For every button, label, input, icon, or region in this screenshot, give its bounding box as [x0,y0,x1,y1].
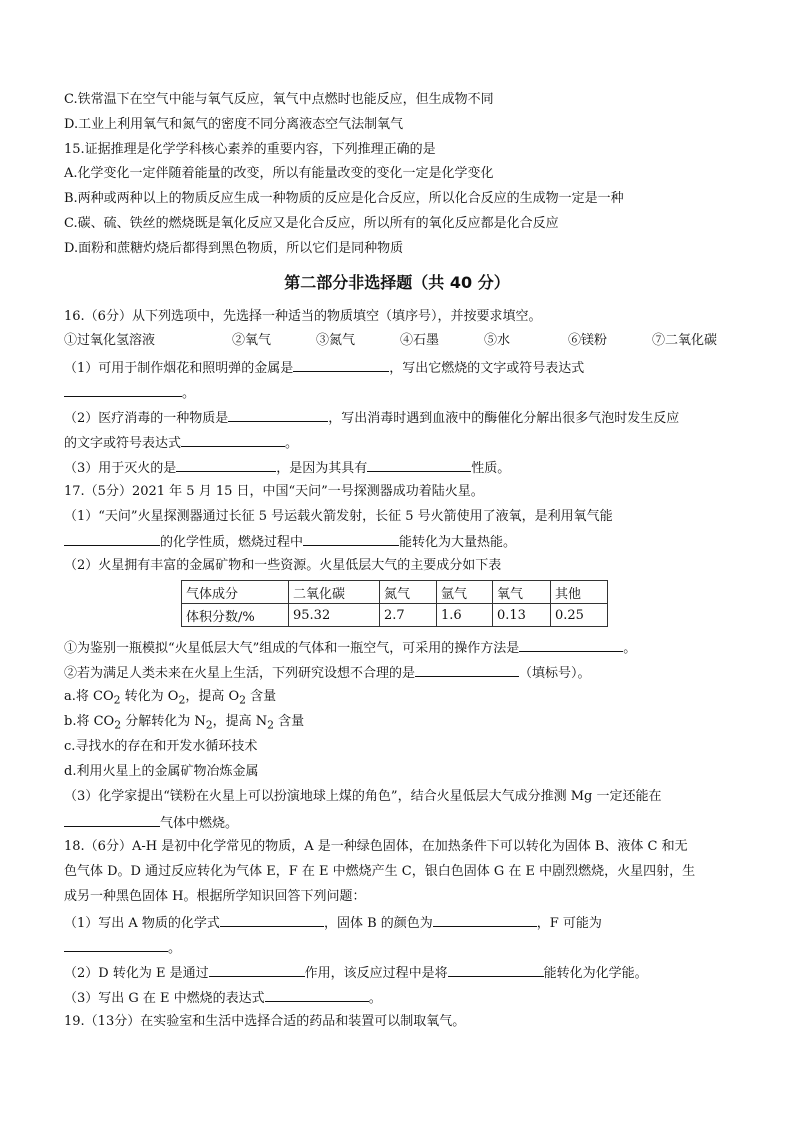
q16-option: ⑦二氧化碳 [652,333,718,348]
q16-part2 [64,407,679,429]
subscript: 2 [178,693,186,707]
text: 含量 [246,689,277,704]
text: 能转化为化学能。 [543,966,648,981]
q16-option: ①过氧化氢溶液 [64,333,156,348]
answer-blank[interactable] [64,937,168,952]
q14-option-d: D.工业上利用氧气和氮气的密度不同分离液态空气法制氧气 [64,117,404,132]
q16-option: ⑤水 [484,333,511,348]
table-cell: 95.32 [289,604,380,627]
q17-part1: （1）“天问”火星探测器通过长征 5 号运载火箭发射，长征 5 号火箭使用了液氧，是利用氧气能 [64,509,613,524]
q17-stem: 17.（5分）2021 年 5 月 15 日，中国“天问”一号探测器成功着陆火星。 [64,484,484,499]
q15-stem: 15.证据推理是化学学科核心素养的重要内容，下列推理正确的是 [64,142,436,157]
q18-part3 [64,987,382,1009]
q17-choice-b [64,712,304,736]
text: 的化学性质，燃烧过程中 [160,535,304,550]
answer-blank[interactable] [64,382,182,397]
answer-blank[interactable] [209,962,305,977]
q16-option: ②氧气 [232,333,272,348]
text: 转化为 O [120,689,179,704]
text: ，写出它燃烧的文字或符号表达式 [389,361,585,376]
table-cell: 其他 [551,581,608,604]
text: 。 [168,941,182,956]
text: ，写出消毒时遇到血液中的酶催化分解出很多气泡时发生反应 [328,411,680,426]
table-cell: 体积分数/% [182,604,289,627]
table-cell: 氮气 [380,581,437,604]
text: （2）医疗消毒的一种物质是 [64,411,229,426]
text: （3）用于灭火的是 [64,461,177,476]
subscript: 2 [267,718,275,732]
q16-part1 [64,357,584,379]
q14-option-c: C.铁常温下在空气中能与氧气反应，氧气中点燃时也能反应，但生成物不同 [64,92,494,107]
text: （1）可用于制作烟花和照明弹的金属是 [64,361,294,376]
answer-blank[interactable] [220,912,324,927]
answer-blank[interactable] [181,432,285,447]
subscript: 2 [114,718,122,732]
text: 。 [368,991,382,1006]
answer-blank[interactable] [367,457,471,472]
text: ，提高 O [185,689,240,704]
text: 分解转化为 N [121,714,206,729]
answer-blank[interactable] [64,812,160,827]
q16-part2-cont [64,432,298,454]
answer-blank[interactable] [303,531,399,546]
text: ，提高 N [212,714,268,729]
text: （2）D 转化为 E 是通过 [64,966,209,981]
text: （填标号）。 [519,666,591,681]
text: 。 [623,641,637,656]
q17-part3: （3）化学家提出“镁粉在火星上可以扮演地球上煤的角色”，结合火星低层大气成分推测 Mg 一定还能在 [64,789,662,804]
text: 性质。 [471,461,511,476]
table-header-row [182,581,608,604]
table-cell: 0.25 [551,604,608,627]
table-cell: 0.13 [493,604,551,627]
q15-option-b: B.两种或两种以上的物质反应生成一种物质的反应是化合反应，所以化合反应的生成物一定是一种 [64,191,624,206]
table-cell: 氧气 [493,581,551,604]
answer-blank[interactable] [415,662,519,677]
answer-blank[interactable] [176,457,276,472]
text: ，F 可能为 [536,916,602,931]
q15-option-c: C.碳、硫、铁丝的燃烧既是氧化反应又是化合反应，所以所有的氧化反应都是化合反应 [64,216,559,231]
text: ①为鉴别一瓶模拟“火星低层大气”组成的气体和一瓶空气，可采用的操作方法是 [64,641,520,656]
q16-stem: 16.（6分）从下列选项中，先选择一种适当的物质填空（填序号），并按要求填空。 [64,309,542,324]
answer-blank[interactable] [293,357,389,372]
answer-blank[interactable] [519,637,623,652]
text: ，是因为其具有 [276,461,368,476]
q18-part1 [64,912,602,934]
text: （1）写出 A 物质的化学式 [64,916,220,931]
mars-atmosphere-table [181,580,608,627]
text: 气体中燃烧。 [160,816,239,831]
section-title: 第二部分非选择题（共 40 分） [284,273,510,292]
table-row [182,604,608,627]
q15-option-a: A.化学变化一定伴随着能量的改变，所以有能量改变的变化一定是化学变化 [64,166,494,181]
q17-part1-cont [64,531,516,553]
table-cell: 二氧化碳 [289,581,380,604]
table-cell: 2.7 [380,604,437,627]
text: 作用，该反应过程中是将 [304,966,448,981]
text: 能转化为大量热能。 [399,535,517,550]
text: （3）写出 G 在 E 中燃烧的表达式 [64,991,265,1006]
subscript: 2 [205,718,213,732]
q17-part3-cont [64,812,238,834]
q15-option-d: D.面粉和蔗糖灼烧后都得到黑色物质，所以它们是同种物质 [64,241,404,256]
table-cell: 气体成分 [182,581,289,604]
text: a.将 CO [64,689,114,704]
text: ，固体 B 的颜色为 [323,916,433,931]
q16-option: ③氮气 [316,333,356,348]
q19-stem: 19.（13分）在实验室和生活中选择合适的药品和装置可以制取氧气。 [64,1014,466,1029]
answer-blank[interactable] [64,531,160,546]
answer-blank[interactable] [265,987,369,1002]
text: 的文字或符号表达式 [64,436,182,451]
answer-blank[interactable] [448,962,544,977]
text: 。 [182,386,196,401]
q18-part1-cont [64,937,181,959]
q18-stem-3: 成另一种黑色固体 H。根据所学知识回答下列问题： [64,889,366,904]
table-cell: 氩气 [437,581,493,604]
q17-sub2 [64,662,591,684]
text: ②若为满足人类未来在火星上生活，下列研究设想不合理的是 [64,666,416,681]
q17-sub1 [64,637,636,659]
q17-part2: （2）火星拥有丰富的金属矿物和一些资源。火星低层大气的主要成分如下表 [64,558,502,573]
answer-blank[interactable] [433,912,537,927]
subscript: 2 [239,693,247,707]
subscript: 2 [113,693,121,707]
q18-part2 [64,962,648,984]
q16-part3 [64,457,510,479]
q16-option: ⑥镁粉 [568,333,608,348]
q17-choice-d: d.利用火星上的金属矿物冶炼金属 [64,764,259,779]
q18-stem-2: 色气体 D。D 通过反应转化为气体 E，F 在 E 中燃烧产生 C，银白色固体 G 在 E 中剧烈燃烧，火星四射，生 [64,864,696,879]
text: 。 [285,436,299,451]
q16-part1-cont [64,382,195,404]
q17-choice-c: c.寻找水的存在和开发水循环技术 [64,739,258,754]
q16-option: ④石墨 [400,333,440,348]
q18-stem-1: 18.（6分）A-H 是初中化学常见的物质，A 是一种绿色固体，在加热条件下可以转化为固体 B、液体 C 和无 [64,839,688,854]
text: 含量 [274,714,305,729]
text: b.将 CO [64,714,115,729]
answer-blank[interactable] [228,407,328,422]
table-cell: 1.6 [437,604,493,627]
q17-choice-a [64,687,276,711]
